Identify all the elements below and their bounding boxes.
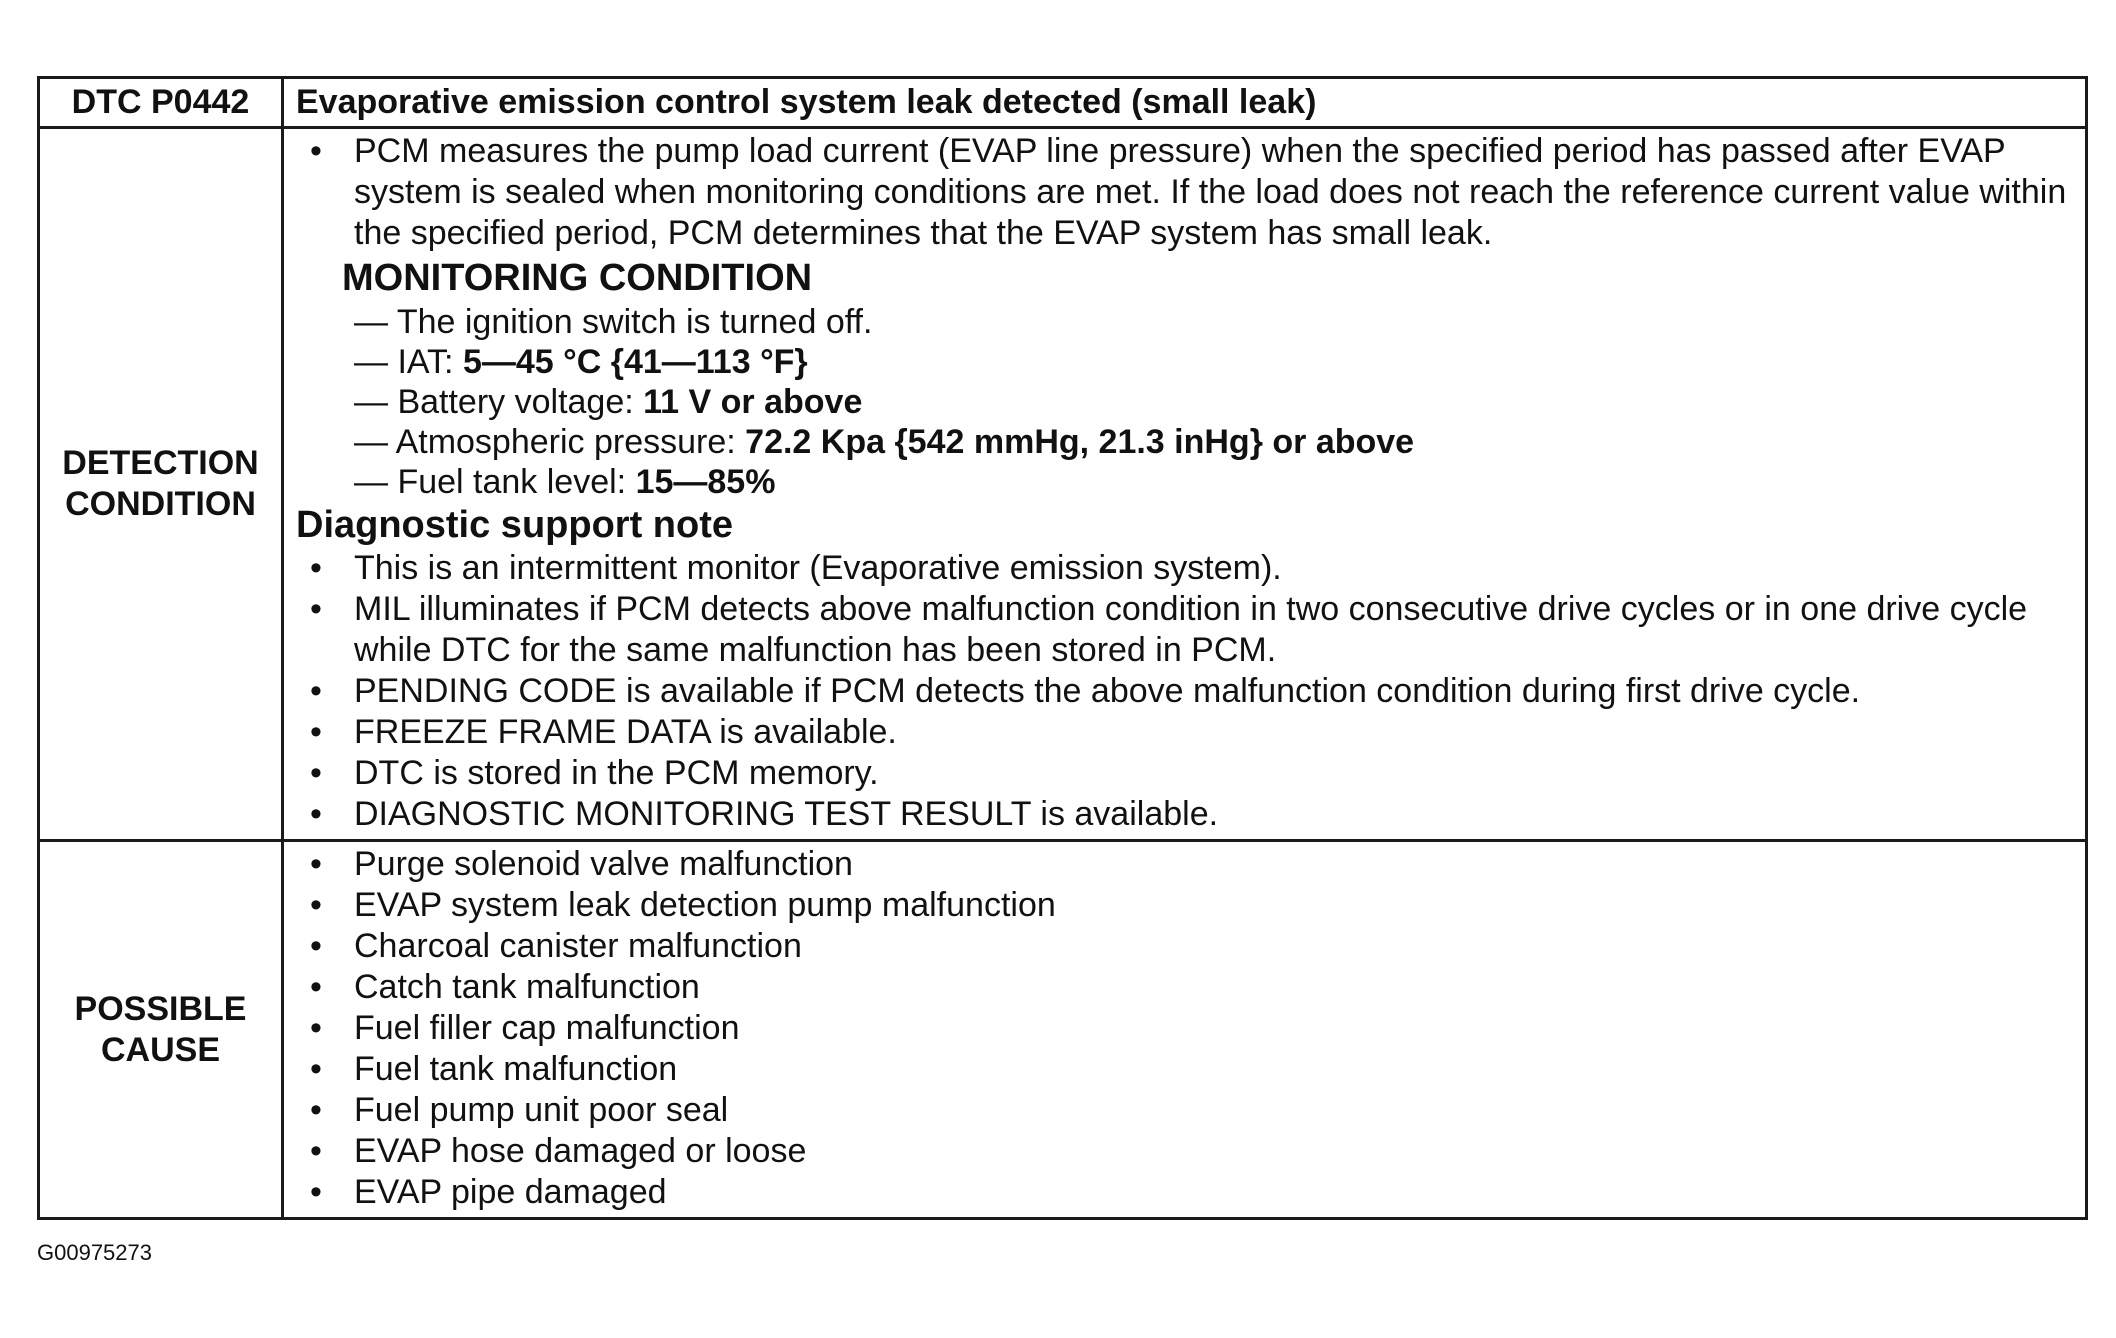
dtc-code: DTC P0442 (39, 78, 283, 128)
note-item: • DIAGNOSTIC MONITORING TEST RESULT is available. (296, 794, 2075, 835)
header-row (39, 78, 2087, 128)
dtc-table (37, 76, 2088, 1220)
dtc-title: Evaporative emission control system leak detected (small leak) (283, 78, 2087, 128)
possible-cause-label-line2: CAUSE (100, 1030, 221, 1069)
detection-intro: • PCM measures the pump load current (EVAP line pressure) when the specified period has passed after EVAP system is sealed when monitoring conditions are met. If the load does not reach the reference current value within the specified period, PCM determines that the EVAP system has small leak. (296, 131, 2075, 254)
cause-item: • Purge solenoid valve malfunction (296, 844, 2075, 885)
note-item: • DTC is stored in the PCM memory. (296, 753, 2075, 794)
cause-item: • Charcoal canister malfunction (296, 926, 2075, 967)
detection-label (39, 128, 283, 841)
condition-item: — The ignition switch is turned off. (354, 303, 873, 341)
cause-item: • EVAP hose damaged or loose (296, 1131, 2075, 1172)
note-item: • This is an intermittent monitor (Evaporative emission system). (296, 548, 2075, 589)
detection-row (39, 128, 2087, 841)
cause-list (296, 844, 2075, 1213)
detection-content (283, 128, 2087, 841)
detection-label-line1: DETECTION (62, 444, 259, 482)
note-item: • FREEZE FRAME DATA is available. (296, 712, 2075, 753)
cause-item: • Fuel filler cap malfunction (296, 1008, 2075, 1049)
cause-item: • Fuel tank malfunction (296, 1049, 2075, 1090)
detection-label-line2: CONDITION (65, 485, 256, 523)
cause-item: • EVAP pipe damaged (296, 1172, 2075, 1213)
note-item: • MIL illuminates if PCM detects above malfunction condition in two consecutive drive cycles or in one drive cycle while DTC for the same malfunction has been stored in PCM. (296, 589, 2075, 671)
condition-item: — IAT: 5—45 °C {41—113 °F} (354, 343, 808, 381)
possible-cause-row (39, 841, 2087, 1219)
diagnostic-notes (296, 548, 2075, 835)
possible-cause-label (39, 841, 283, 1219)
possible-cause-label-line1: POSSIBLE (74, 989, 247, 1028)
condition-item: — Battery voltage: 11 V or above (354, 383, 863, 421)
possible-cause-content (283, 841, 2087, 1219)
monitoring-heading: MONITORING CONDITION (342, 257, 813, 299)
cause-item: • EVAP system leak detection pump malfunction (296, 885, 2075, 926)
cause-item: • Catch tank malfunction (296, 967, 2075, 1008)
detection-intro-list (296, 131, 2075, 254)
figure-id: G00975273 (37, 1240, 152, 1265)
diagnostic-heading: Diagnostic support note (296, 504, 733, 546)
monitoring-conditions (354, 302, 2075, 502)
condition-item: — Atmospheric pressure: 72.2 Kpa {542 mmHg, 21.3 inHg} or above (354, 423, 1415, 461)
cause-item: • Fuel pump unit poor seal (296, 1090, 2075, 1131)
note-item: • PENDING CODE is available if PCM detects the above malfunction condition during first drive cycle. (296, 671, 2075, 712)
condition-item: — Fuel tank level: 15—85% (354, 463, 776, 501)
